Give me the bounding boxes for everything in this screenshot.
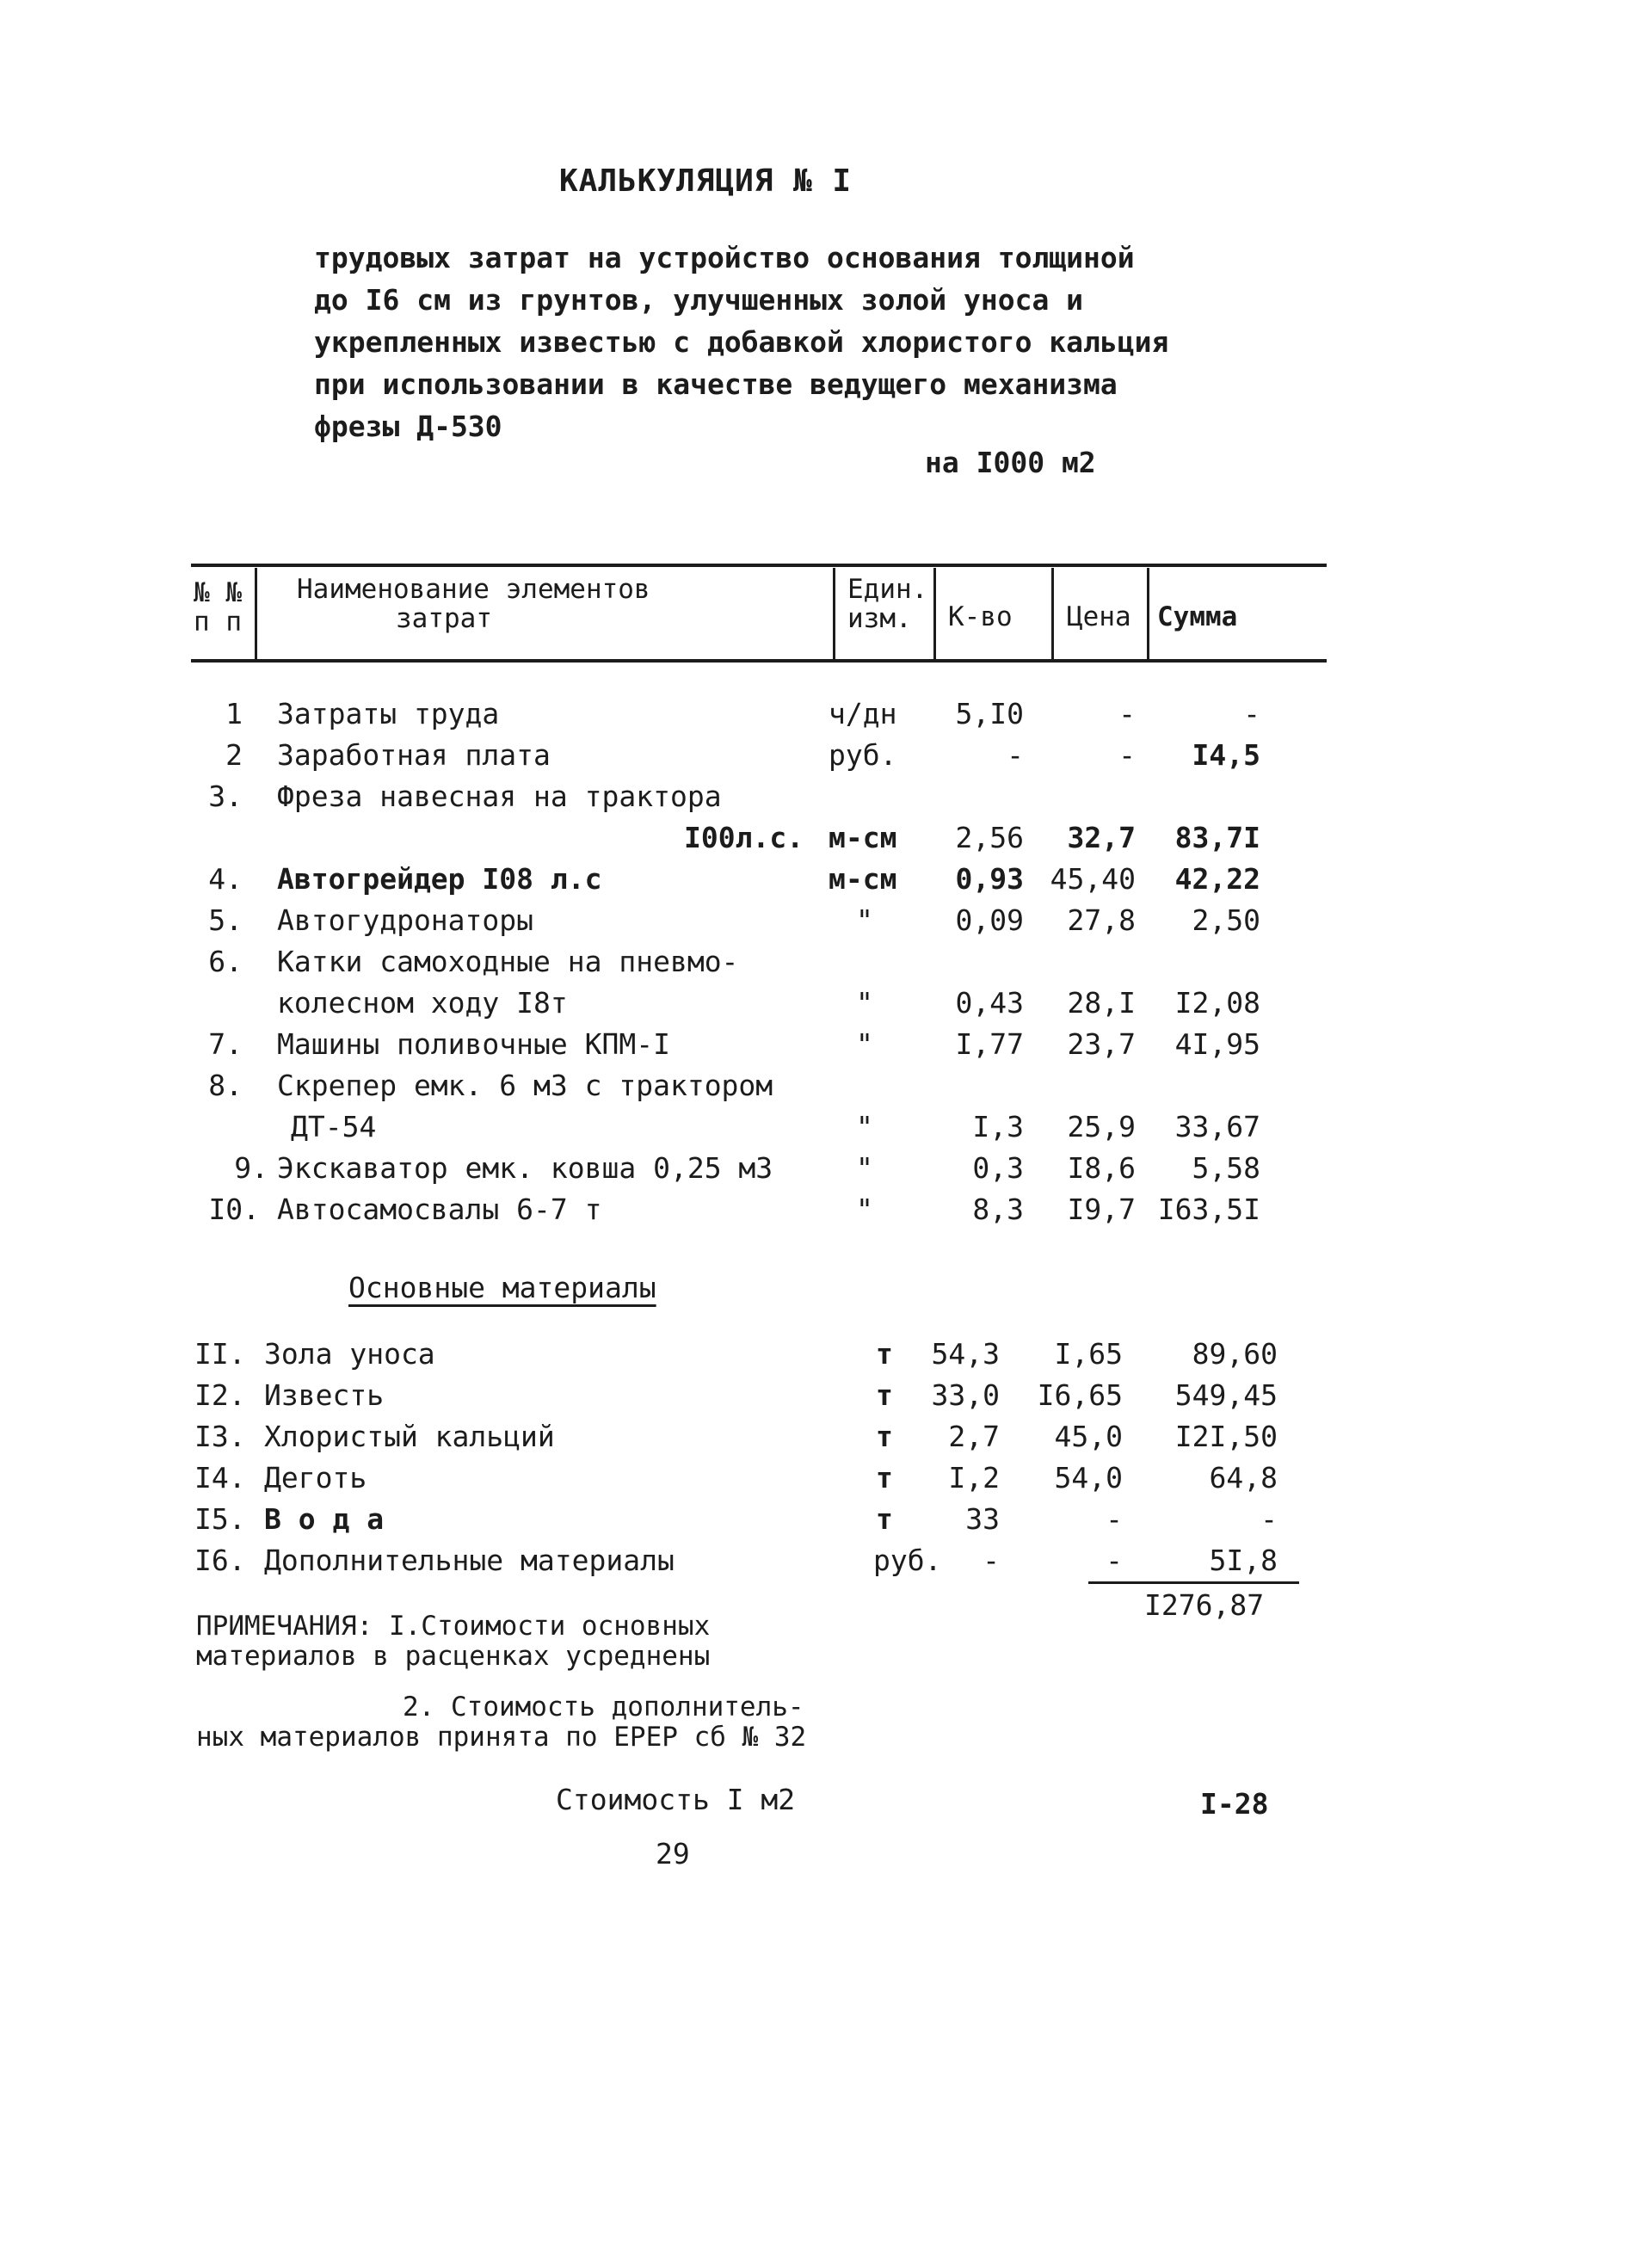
material-qty: 33,0: [931, 1378, 1000, 1412]
material-price: 54,0: [1054, 1461, 1123, 1495]
column-divider: [1051, 568, 1054, 663]
intro-line: фрезы Д-530: [314, 410, 502, 443]
column-divider: [933, 568, 936, 663]
intro-line: при использовании в качестве ведущего механизма: [314, 367, 1118, 401]
row-price: 28,I: [1067, 986, 1136, 1020]
document-title: КАЛЬКУЛЯЦИЯ № I: [559, 163, 853, 199]
row-name: Затраты труда: [277, 697, 500, 730]
grand-total: I276,87: [1144, 1588, 1265, 1622]
material-price: I6,65: [1037, 1378, 1123, 1412]
row-qty: 2,56: [955, 821, 1024, 854]
material-number: II.: [194, 1337, 246, 1371]
material-price: -: [1106, 1502, 1123, 1536]
row-qty: 0,43: [955, 986, 1024, 1020]
material-sum: 89,60: [1192, 1337, 1278, 1371]
row-unit: ": [856, 1151, 873, 1185]
material-name: В о д а: [264, 1502, 385, 1536]
material-qty: 2,7: [948, 1420, 1000, 1453]
row-qty: 0,3: [972, 1151, 1024, 1185]
material-price: I,65: [1054, 1337, 1123, 1371]
row-sum: -: [1243, 697, 1260, 730]
cost-value: I-28: [1200, 1787, 1269, 1821]
row-name-continuation: колесном ходу I8т: [277, 986, 568, 1020]
row-qty: -: [1007, 738, 1024, 772]
intro-line: до I6 см из грунтов, улучшенных золой уноса и: [314, 283, 1084, 317]
row-name-continuation: ДТ-54: [291, 1110, 377, 1143]
row-number: 2: [225, 738, 243, 772]
header-name: Наименование элементов затрат: [297, 574, 650, 634]
per-unit-label: на I000 м2: [925, 446, 1096, 479]
row-name: Автогудронаторы: [277, 903, 534, 937]
row-unit: м-см: [829, 821, 897, 854]
row-unit: ": [856, 1027, 873, 1061]
row-unit: ": [856, 903, 873, 937]
row-qty: I,77: [955, 1027, 1024, 1061]
row-number: 8.: [208, 1069, 243, 1102]
row-price: I9,7: [1067, 1193, 1136, 1226]
material-name: Деготь: [264, 1461, 367, 1495]
material-unit: руб.: [873, 1544, 942, 1577]
row-number: I0.: [208, 1193, 260, 1226]
materials-heading: Основные материалы: [348, 1271, 656, 1304]
header-qty: К-во: [948, 601, 1013, 632]
material-sum: 5I,8: [1209, 1544, 1278, 1577]
total-underline: [1088, 1581, 1299, 1584]
row-name: Скрепер емк. 6 м3 с трактором: [277, 1069, 773, 1102]
row-sum: I4,5: [1192, 738, 1260, 772]
row-price: 32,7: [1067, 821, 1136, 854]
note-1: ПРИМЕЧАНИЯ: I.Стоимости основных материалов в расценках усреднены: [196, 1611, 711, 1672]
row-sum: 33,67: [1174, 1110, 1260, 1143]
material-price: -: [1106, 1544, 1123, 1577]
material-name: Хлористый кальций: [264, 1420, 555, 1453]
row-price: -: [1118, 697, 1136, 730]
row-number: 1: [225, 697, 243, 730]
row-qty: I,3: [972, 1110, 1024, 1143]
row-price: I8,6: [1067, 1151, 1136, 1185]
row-number: 7.: [208, 1027, 243, 1061]
row-sum: 42,22: [1174, 862, 1260, 896]
row-number: 5.: [208, 903, 243, 937]
material-unit: т: [876, 1378, 893, 1412]
material-qty: -: [983, 1544, 1000, 1577]
material-sum: 549,45: [1174, 1378, 1278, 1412]
row-price: 27,8: [1067, 903, 1136, 937]
material-unit: т: [876, 1502, 893, 1536]
cost-label: Стоимость I м2: [556, 1783, 796, 1816]
row-name: Автосамосвалы 6-7 т: [277, 1193, 602, 1226]
material-name: Известь: [264, 1378, 385, 1412]
row-unit: ": [856, 986, 873, 1020]
column-divider: [833, 568, 835, 663]
material-unit: т: [876, 1337, 893, 1371]
row-number: 4.: [208, 862, 243, 896]
row-unit: м-см: [829, 862, 897, 896]
document-intro: [314, 237, 1168, 447]
row-unit: ч/дн: [829, 697, 897, 730]
table-header-rule: [191, 659, 1327, 663]
material-number: I5.: [194, 1502, 246, 1536]
note-2: 2. Стоимость дополнитель- ных материалов принята по ЕРЕР сб № 32: [196, 1692, 807, 1753]
intro-line: укрепленных известью с добавкой хлористого кальция: [314, 325, 1169, 359]
material-number: I6.: [194, 1544, 246, 1577]
material-price: 45,0: [1054, 1420, 1123, 1453]
row-name: Машины поливочные КПМ-I: [277, 1027, 670, 1061]
row-sum: 5,58: [1192, 1151, 1260, 1185]
material-sum: -: [1260, 1502, 1278, 1536]
row-name-continuation: I00л.с.: [684, 821, 804, 854]
row-sum: I2,08: [1174, 986, 1260, 1020]
material-qty: 33: [965, 1502, 1000, 1536]
row-price: 45,40: [1050, 862, 1136, 896]
material-number: I2.: [194, 1378, 246, 1412]
material-qty: 54,3: [931, 1337, 1000, 1371]
row-unit: ": [856, 1110, 873, 1143]
page-number: 29: [656, 1837, 690, 1870]
row-sum: I63,5I: [1157, 1193, 1260, 1226]
row-unit: ": [856, 1193, 873, 1226]
material-number: I3.: [194, 1420, 246, 1453]
row-qty: 0,93: [955, 862, 1024, 896]
row-qty: 5,I0: [955, 697, 1024, 730]
column-divider: [1147, 568, 1149, 663]
material-sum: 64,8: [1209, 1461, 1278, 1495]
header-unit: Един. изм.: [847, 574, 928, 634]
row-qty: 8,3: [972, 1193, 1024, 1226]
row-qty: 0,09: [955, 903, 1024, 937]
header-sum: Сумма: [1157, 601, 1238, 632]
material-name: Зола уноса: [264, 1337, 435, 1371]
intro-line: трудовых затрат на устройство основания толщиной: [314, 241, 1135, 274]
material-sum: I2I,50: [1174, 1420, 1278, 1453]
row-sum: 2,50: [1192, 903, 1260, 937]
material-number: I4.: [194, 1461, 246, 1495]
row-number: 3.: [208, 780, 243, 813]
row-name: Экскаватор емк. ковша 0,25 м3: [277, 1151, 773, 1185]
row-name: Автогрейдер I08 л.с: [277, 862, 602, 896]
row-name: Заработная плата: [277, 738, 551, 772]
row-number: 9.: [234, 1151, 268, 1185]
header-no: № № п п: [194, 577, 242, 638]
material-qty: I,2: [948, 1461, 1000, 1495]
table-top-rule: [191, 564, 1327, 567]
row-price: -: [1118, 738, 1136, 772]
row-unit: руб.: [829, 738, 897, 772]
material-name: Дополнительные материалы: [264, 1544, 675, 1577]
row-number: 6.: [208, 945, 243, 978]
row-name: Катки самоходные на пневмо-: [277, 945, 739, 978]
row-sum: 4I,95: [1174, 1027, 1260, 1061]
header-price: Цена: [1067, 601, 1131, 632]
material-unit: т: [876, 1420, 893, 1453]
row-price: 25,9: [1067, 1110, 1136, 1143]
row-name: Фреза навесная на трактора: [277, 780, 722, 813]
material-unit: т: [876, 1461, 893, 1495]
row-price: 23,7: [1067, 1027, 1136, 1061]
column-divider: [255, 568, 257, 663]
row-sum: 83,7I: [1174, 821, 1260, 854]
